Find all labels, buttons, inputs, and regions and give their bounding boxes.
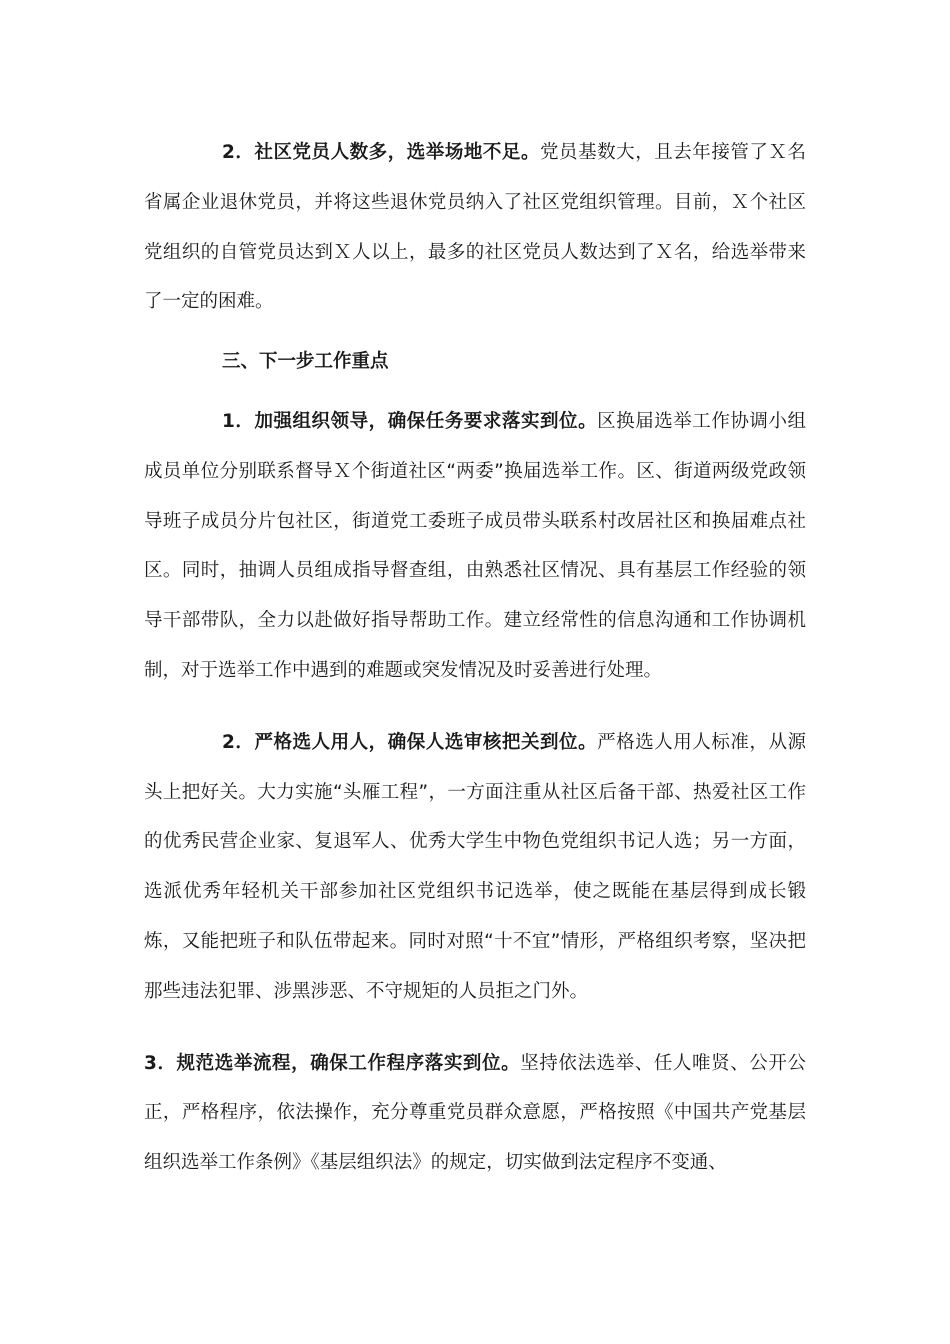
paragraph-text: 区换届选举工作协调小组成员单位分别联系督导Ｘ个街道社区“两委”换届选举工作。区、街道两级党政领导班子成员分片包社区，街道党工委班子成员带头联系村改居社区和换届难点社区。同时，抽调人员组成指导督查组，由熟悉社区情况、具有基层工作经验的领导干部带队，全力以赴做好指导帮助工作。建立经常性的信息沟通和工作协调机制，对于选举工作中遇到的难题或突发情况及时妥善进行处理。 xyxy=(144,410,806,681)
paragraph-venue-shortage xyxy=(144,128,806,327)
paragraph-lead: 2．严格选人用人，确保人选审核把关到位。 xyxy=(222,731,598,753)
paragraph-candidate-selection xyxy=(144,718,806,1017)
paragraph-lead: 1．加强组织领导，确保任务要求落实到位。 xyxy=(222,410,598,432)
paragraph-organization-leadership xyxy=(144,397,806,696)
paragraph-lead: 2．社区党员人数多，选举场地不足。 xyxy=(222,142,541,163)
paragraph-text: 党员基数大，且去年接管了Ｘ名省属企业退休党员，并将这些退休党员纳入了社区党组织管理。目前，Ｘ个社区党组织的自管党员达到Ｘ人以上，最多的社区党员人数达到了Ｘ名，给选举带来了一定的困难。 xyxy=(144,142,806,313)
paragraph-lead: 3．规范选举流程，确保工作程序落实到位。 xyxy=(144,1052,521,1074)
document-body xyxy=(144,128,806,1188)
paragraph-text: 坚持依法选举、任人唯贤、公开公正，严格程序，依法操作，充分尊重党员群众意愿，严格按照《中国共产党基层组织选举工作条例》《基层组织法》的规定，切实做到法定程序不变通、 xyxy=(144,1052,806,1174)
paragraph-text: 严格选人用人标准，从源头上把好关。大力实施“头雁工程”，一方面注重从社区后备干部、热爱社区工作的优秀民营企业家、复退军人、优秀大学生中物色党组织书记人选；另一方面，选派优秀年轻机关干部参加社区党组织书记选举，使之既能在基层得到成长锻炼，又能把班子和队伍带起来。同时对照“十不宜”情形，严格组织考察，坚决把那些违法犯罪、涉黑涉恶、不守规矩的人员拒之门外。 xyxy=(144,731,806,1002)
section-heading-next-steps: 三、下一步工作重点 xyxy=(222,351,389,373)
paragraph-election-procedure xyxy=(144,1039,806,1188)
